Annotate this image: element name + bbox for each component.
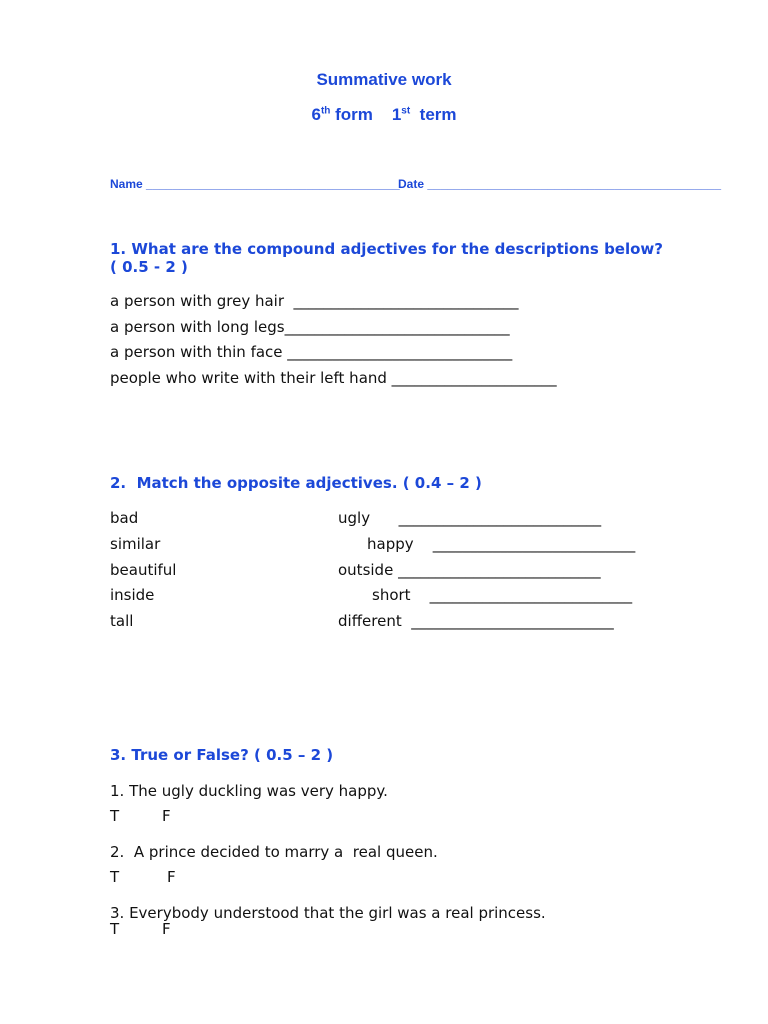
q2-left-word: inside [110, 586, 155, 604]
q3-heading: 3. True or False? ( 0.5 – 2 ) [110, 746, 334, 764]
term-label: term [419, 105, 457, 124]
q1-item: a person with long legs______________________________ [110, 318, 510, 336]
q3-statement: 1. The ugly duckling was very happy. [110, 782, 388, 800]
form-term-line [0, 105, 768, 125]
q3-false-option[interactable]: F [167, 868, 176, 886]
q2-left-word: beautiful [110, 561, 177, 579]
q3-false-option[interactable]: F [162, 920, 171, 938]
date-blank-line: ____________________________________________ [427, 177, 722, 191]
term-superscript: st [401, 105, 411, 117]
q2-heading: 2. Match the opposite adjectives. ( 0.4 – 2 ) [110, 474, 482, 492]
form-superscript: th [320, 105, 331, 117]
q3-true-option[interactable]: T [110, 920, 120, 938]
q2-right-word: happy ___________________________ [367, 535, 636, 553]
q1-heading: 1. What are the compound adjectives for the descriptions below? [110, 240, 663, 258]
page-title: Summative work [316, 70, 452, 89]
q1-item: people who write with their left hand ______________________ [110, 369, 557, 387]
q2-left-word: similar [110, 535, 161, 553]
date-label: Date [398, 177, 425, 191]
q2-left-word: tall [110, 612, 134, 630]
date-field[interactable] [398, 177, 721, 191]
name-blank-line: ______________________________________ [146, 177, 400, 191]
name-field[interactable] [110, 177, 400, 191]
q2-left-word: bad [110, 509, 139, 527]
q3-statement: 3. Everybody understood that the girl was a real princess. [110, 904, 546, 922]
form-label: form [335, 105, 373, 124]
q2-right-word: ugly ___________________________ [338, 509, 602, 527]
q2-right-word: outside ___________________________ [338, 561, 601, 579]
q1-item: a person with thin face ______________________________ [110, 343, 513, 361]
q1-item: a person with grey hair ______________________________ [110, 292, 519, 310]
q3-statement: 2. A prince decided to marry a real queen. [110, 843, 438, 861]
q3-true-option[interactable]: T [110, 868, 120, 886]
name-label: Name [110, 177, 143, 191]
term-number: 1 [391, 105, 402, 124]
q2-right-word: different ___________________________ [338, 612, 614, 630]
q1-points: ( 0.5 - 2 ) [110, 258, 188, 276]
q3-false-option[interactable]: F [162, 807, 171, 825]
q2-right-word: short ___________________________ [372, 586, 633, 604]
q3-true-option[interactable]: T [110, 807, 120, 825]
form-number: 6 [311, 105, 321, 124]
